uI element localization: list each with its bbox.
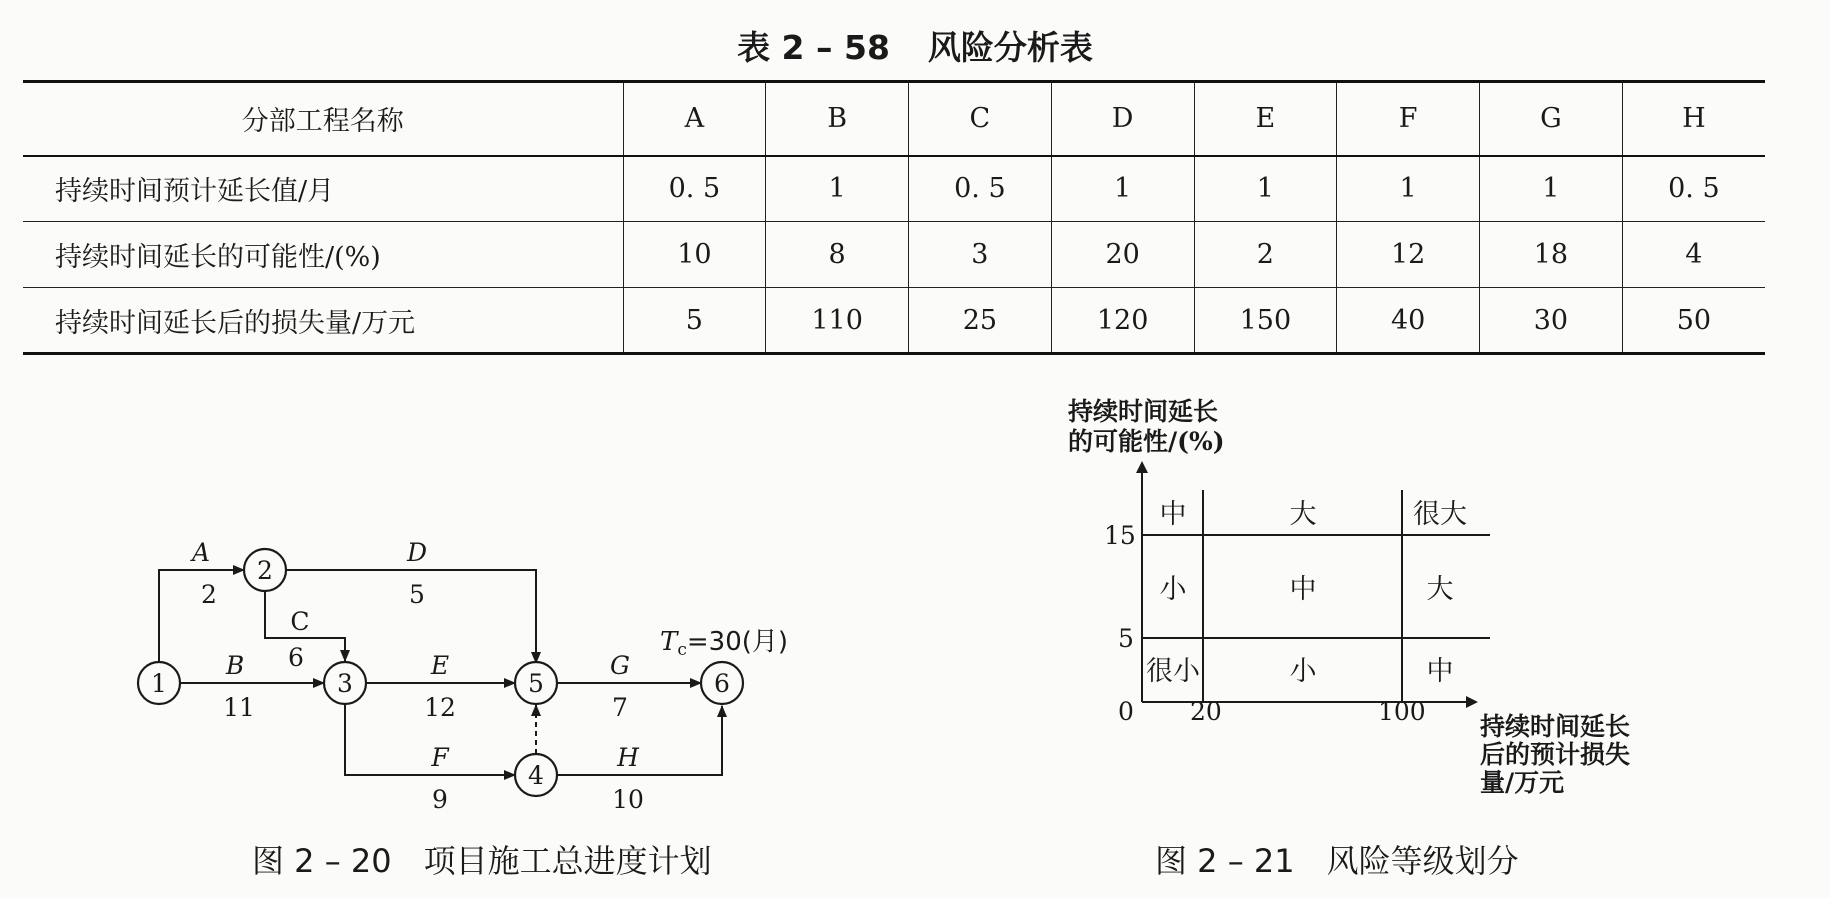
row-label: 持续时间延长后的损失量/万元 (55, 307, 416, 339)
header-cell: A (623, 82, 766, 156)
node-label: 1 (151, 669, 167, 698)
header-cell: B (766, 82, 909, 156)
table-row (23, 288, 1765, 354)
row-label: 持续时间预计延长值/月 (55, 176, 335, 208)
y-tick: 15 (1104, 521, 1136, 550)
table-cell: 10 (623, 222, 766, 288)
header-cell: E (1194, 82, 1337, 156)
risk-cell: 中 (1289, 574, 1317, 605)
risk-cell: 小 (1159, 574, 1187, 605)
activity-duration: 9 (432, 785, 448, 814)
table-cell: 3 (909, 222, 1052, 288)
table-cell: 0. 5 (1622, 156, 1765, 222)
table-cell: 1 (1194, 156, 1337, 222)
risk-analysis-table (23, 80, 1765, 355)
activity-duration: 7 (612, 693, 628, 722)
risk-cell: 大 (1426, 574, 1454, 605)
y-axis-title: 持续时间延长 (1068, 397, 1219, 426)
activity-name: A (191, 538, 211, 567)
tc-subscript: c (677, 640, 687, 660)
y-tick: 5 (1118, 624, 1134, 653)
header-cell: D (1051, 82, 1194, 156)
table-caption (0, 22, 1830, 69)
activity-name: H (617, 743, 639, 772)
activity-duration: 6 (288, 643, 304, 672)
tc-annotation (660, 627, 788, 660)
header-cell: 分部工程名称 (241, 106, 404, 138)
table-cell: 8 (766, 222, 909, 288)
table-cell: 120 (1051, 288, 1194, 354)
risk-level-matrix (1060, 390, 1760, 810)
table-cell: 1 (766, 156, 909, 222)
x-axis-title: 量/万元 (1480, 768, 1565, 797)
table-cell: 20 (1051, 222, 1194, 288)
network-diagram (0, 530, 860, 830)
table-cell: 50 (1622, 288, 1765, 354)
node-label: 6 (714, 669, 730, 698)
node-label: 2 (257, 556, 273, 585)
arrow-h (557, 706, 722, 775)
table-cell: 40 (1337, 288, 1480, 354)
table-row (23, 222, 1765, 288)
header-cell: H (1622, 82, 1765, 156)
table-cell: 5 (623, 288, 766, 354)
table-cell: 1 (1337, 156, 1480, 222)
activity-duration: 12 (424, 693, 456, 722)
activity-duration: 10 (612, 785, 644, 814)
table-cell: 12 (1337, 222, 1480, 288)
activity-duration: 2 (201, 580, 217, 609)
table-cell: 4 (1622, 222, 1765, 288)
activity-name: B (225, 651, 245, 680)
risk-cell: 很大 (1413, 499, 1467, 530)
x-tick: 20 (1190, 697, 1222, 726)
figure-caption-schedule: 图 2 – 20 项目施工总进度计划 (252, 842, 712, 880)
table-cell: 0. 5 (909, 156, 1052, 222)
node-label: 4 (528, 761, 544, 790)
table-header-row (23, 82, 1765, 156)
risk-cell: 中 (1159, 499, 1187, 530)
risk-cell: 大 (1289, 499, 1317, 530)
activity-name: E (430, 651, 450, 680)
table-caption-title: 风险分析表 (927, 28, 1093, 67)
activity-name: C (290, 607, 310, 636)
header-cell: G (1480, 82, 1623, 156)
header-cell: C (909, 82, 1052, 156)
y-axis-title: 的可能性/(%) (1068, 427, 1225, 456)
table-cell: 1 (1051, 156, 1194, 222)
node-label: 5 (528, 669, 544, 698)
table-cell: 110 (766, 288, 909, 354)
x-axis-title: 后的预计损失 (1480, 740, 1631, 769)
x-axis-title: 持续时间延长 (1480, 712, 1631, 741)
risk-cell: 很小 (1146, 656, 1200, 687)
table-cell: 2 (1194, 222, 1337, 288)
table-cell: 30 (1480, 288, 1623, 354)
risk-cell: 小 (1289, 656, 1317, 687)
table-caption-number: 表 2 – 58 (737, 28, 890, 67)
activity-name: F (431, 743, 449, 772)
row-label: 持续时间延长的可能性/(%) (55, 242, 381, 273)
tc-value: =30(月) (686, 627, 789, 657)
table-cell: 150 (1194, 288, 1337, 354)
header-cell: F (1337, 82, 1480, 156)
table-cell: 25 (909, 288, 1052, 354)
activity-name: G (610, 651, 630, 680)
table-cell: 1 (1480, 156, 1623, 222)
origin-label: 0 (1118, 697, 1134, 726)
activity-duration: 5 (409, 580, 425, 609)
node-label: 3 (337, 669, 353, 698)
tc-label: T (660, 627, 678, 657)
activity-duration: 11 (223, 693, 255, 722)
table-cell: 18 (1480, 222, 1623, 288)
activity-name: D (406, 538, 428, 567)
table-row (23, 156, 1765, 222)
x-tick: 100 (1378, 697, 1426, 726)
table-cell: 0. 5 (623, 156, 766, 222)
figure-caption-risk-levels: 图 2 – 21 风险等级划分 (1155, 842, 1519, 880)
risk-cell: 中 (1426, 656, 1454, 687)
